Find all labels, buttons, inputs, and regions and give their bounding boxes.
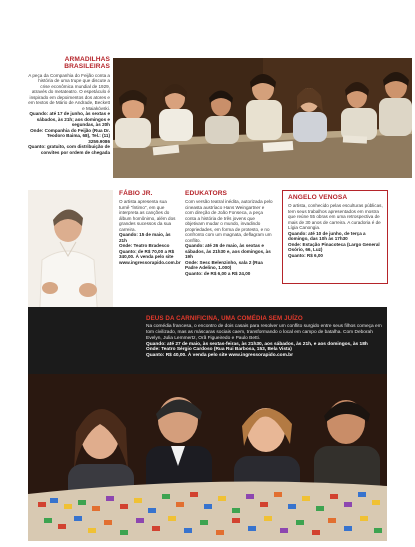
- article-where: Onde: Sesc Belenzinho, sala 2 (Rua Padre Adelino, 1.000): [185, 259, 263, 271]
- article-when: Quando: até 10 de junho, de terça a domingo, das 10h às 17h30: [288, 230, 366, 242]
- article-body: Na comédia francesa, o encontro de dois casais para resolver um conflito surgido entre seus filhos começa em tom civilizado, mas as máscaras sociais caem, transformando o local em campo de batalha. Com Deborah Evelyn, Julia Lemmertz, Orã Figueiredo e Paulo Betti.: [146, 324, 382, 341]
- article-deus-da-carnificina: [28, 307, 387, 374]
- article-price: Quanto: R$ 40,00. À venda pelo site www.ingressorapido.com.br: [146, 352, 293, 358]
- article-body: A peça da Companhia do Feijão conta a história de uma trupe que discute a crise econômica mundial de 1929, através do metateatro. O espetáculo é inspirado em depoimentos dos atores e em textos de Mário de Andrade, Beckett e Maiakóvski.: [28, 72, 110, 111]
- article-fabio-jr: [119, 190, 181, 265]
- article-price: Quanto: gratuito, com distribuição de convites por ordem de chegada: [28, 144, 110, 155]
- article-when: Quando: 15 de maio, às 21h: [119, 232, 171, 243]
- article-title: FÁBIO JR.: [119, 190, 153, 197]
- article-title-line1: ARMADILHAS: [64, 56, 110, 63]
- photo-armadilhas-cast: [113, 58, 412, 178]
- article-title: DEUS DA CARNIFICINA, UMA COMÉDIA SEM JUÍZO: [146, 315, 303, 322]
- article-armadilhas-brasileiras: [28, 56, 110, 155]
- article-when: Quando: até 17 de junho, às sextas e sábados, às 21h; aos domingos e segundas, às 20h: [29, 111, 110, 128]
- article-title: ANGELO VENOSA: [288, 194, 348, 201]
- article-body: Com versão teatral inédita, autorizada pelo cineasta austríaco Hans Weingartner e com direção de João Fonseca, a peça conta a história de três jovens que objetivam mudar o mundo, invadindo propriedades, em forma de protesto, e no confronto com um magnata, deflagram um conflito.: [185, 199, 273, 243]
- article-price: Quanto: de R$ 70,00 a R$ 340,00. À venda pelo site www.ingressorapido.com.br: [119, 248, 181, 265]
- article-where: Onde: Teatro Sérgio Cardoso (Rua Rui Barbosa, 153, Bela Vista): [146, 347, 292, 353]
- article-price: Quanto: R$ 6,00: [288, 252, 323, 258]
- article-where: Onde: Estação Pinacoteca (Largo General Osório, 66, Luz): [288, 241, 380, 253]
- article-angelo-venosa: [282, 190, 388, 284]
- article-price: Quanto: de R$ 6,00 a R$ 24,00: [185, 270, 251, 276]
- article-title-line2: BRASILEIRAS: [64, 63, 110, 71]
- article-where: Onde: Teatro Bradesco: [119, 243, 170, 249]
- cast-photo-illustration: [28, 374, 387, 541]
- article-where: Onde: Companhia do Feijão (Rua Dr. Teodoro Baima, 68), Tel.: (11) 3259.9086: [30, 127, 110, 144]
- article-title: EDUKATORS: [185, 190, 228, 197]
- photo-deus-da-carnificina-cast: [28, 374, 387, 541]
- article-edukators: [185, 190, 273, 276]
- article-when: Quando: até 26 de maio, às sextas e sábados, às 21h30 e, aos domingos, às 19h: [185, 243, 271, 260]
- article-body: O artista, conhecido pelas esculturas públicas, tem seus trabalhos apresentados em mostra que reúne 55 obras em uma retrospectiva de mais de 30 anos de carreira. A curadoria é de Lígia Canongia.: [288, 203, 383, 231]
- cast-photo-illustration: [113, 58, 412, 178]
- article-when: Quando: até 27 de maio, às sextas-feiras, às 21h30, aos sábados, às 21h, e aos domingos, às 18h: [146, 341, 368, 347]
- article-body: O artista apresenta sua turnê "Íntimo", em que interpreta as canções do álbum homônimo, além dos grandes sucessos da sua carreira.: [119, 199, 176, 232]
